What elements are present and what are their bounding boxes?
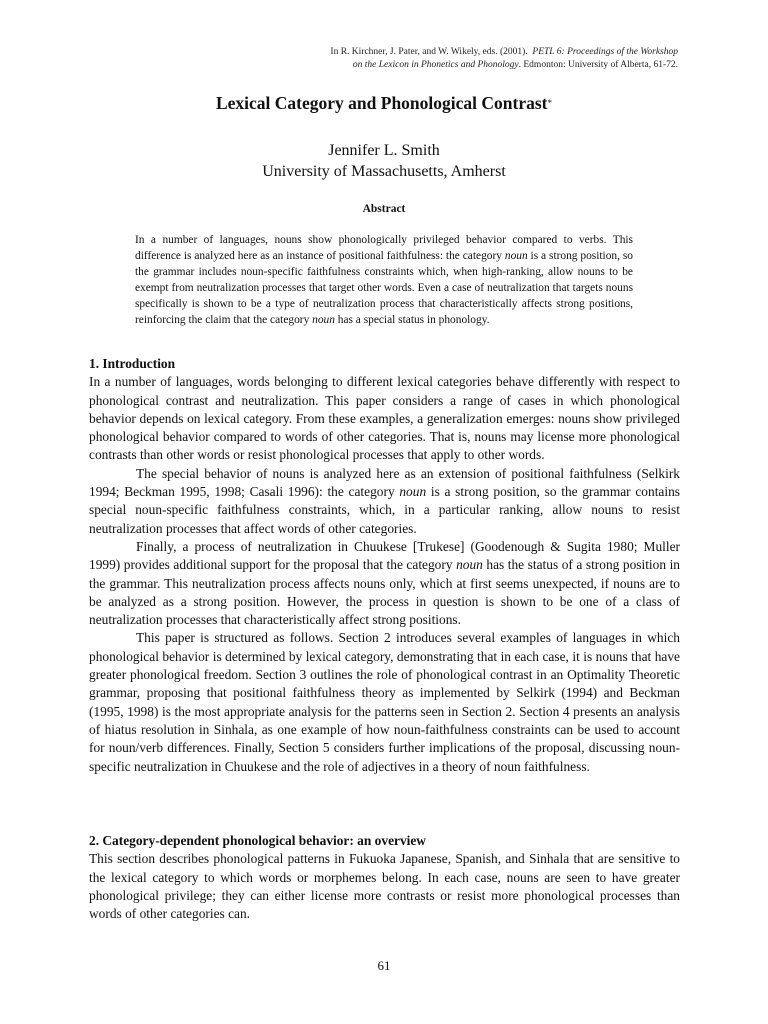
section-overview	[89, 832, 680, 923]
citation-header	[158, 46, 678, 72]
intro-paragraph-4: This paper is structured as follows. Section 2 introduces several examples of languages in which phonological behavior is determined by lexical category, demonstrating that in each case, it is nouns that have greater phonological freedom. Section 3 outlines the role of phonological contrast in an Optimality Theoretic grammar, proposing that positional faithfulness theory as implemented by Selkirk (1994) and Beckman (1995, 1998) is the most appropriate analysis for the patterns seen in Section 2. Section 4 presents an analysis of hiatus resolution in Sinhala, as one example of how noun-faithfulness constraints can be used to account for noun/verb differences. Finally, Section 5 considers further implications of the proposal, discussing noun-specific neutralization in Chuukese and the role of adjectives in a theory of noun faithfulness.	[89, 630, 680, 774]
intro-paragraph-3: Finally, a process of neutralization in Chuukese [Trukese] (Goodenough & Sugita 1980; Muller 1999) provides additional support for the proposal that the category noun has the status of a strong position in the grammar. This neutralization process affects nouns only, which at first seems unexpected, if nouns are to be analyzed as a strong position. However, the process in question is shown to be one of a class of neutralization processes that characteristically affect strong positions.	[89, 538, 680, 628]
section-2-heading: 2. Category-dependent phonological behavior: an overview	[89, 833, 426, 848]
intro-paragraph-1: In a number of languages, words belonging to different lexical categories behave differently with respect to phonological contrast and neutralization. This paper considers a range of cases in which phonological behavior depends on lexical category. From these examples, a generalization emerges: nouns show privileged phonological behavior compared to words of other categories. That is, nouns may license more phonological contrasts than other words or resist phonological processes that apply to other words.	[89, 374, 680, 463]
author-affiliation: University of Massachusetts, Amherst	[262, 163, 506, 180]
overview-paragraph-1: This section describes phonological patterns in Fukuoka Japanese, Spanish, and Sinhala that are sensitive to the lexical category to which words or morphemes belong. In each case, nouns are seen to have greater phonological privilege; they can either license more contrasts or resist more phonological processes than words of other categories can.	[89, 851, 680, 922]
intro-paragraph-2: The special behavior of nouns is analyzed here as an extension of positional faithfulness (Selkirk 1994; Beckman 1995, 1998; Casali 1996): the category noun is a strong position, so the grammar contains special noun-specific faithfulness constraints, which, in a particular ranking, allow nouns to resist neutralization processes that affect words of other categories.	[89, 465, 680, 536]
page-number: 61	[377, 958, 391, 973]
section-introduction	[89, 355, 680, 776]
section-1-heading: 1. Introduction	[89, 356, 176, 371]
author-name: Jennifer L. Smith	[328, 142, 440, 159]
title-footnote-mark: *	[547, 98, 552, 108]
abstract-text: In a number of languages, nouns show phonologically privileged behavior compared to verbs. This difference is analyzed here as an instance of positional faithfulness: the category noun is a strong position, so the grammar includes noun-specific faithfulness constraints which, when high-ranking, allow nouns to be exempt from neutralization processes that target other words. Even a case of neutralization that targets nouns specifically is shown to be a type of neutralization process that characteristically affects strong positions, reinforcing the claim that the category noun has a special status in phonology.	[135, 234, 633, 326]
abstract-heading: Abstract	[362, 203, 406, 215]
citation-line-2: on the Lexicon in Phonetics and Phonology. Edmonton: University of Alberta, 61-72.	[352, 60, 678, 70]
author-block	[0, 140, 768, 182]
paper-title: Lexical Category and Phonological Contrast*	[215, 93, 552, 113]
citation-line-1: In R. Kirchner, J. Pater, and W. Wikely, eds. (2001). PETL 6: Proceedings of the Workshop	[330, 47, 678, 57]
